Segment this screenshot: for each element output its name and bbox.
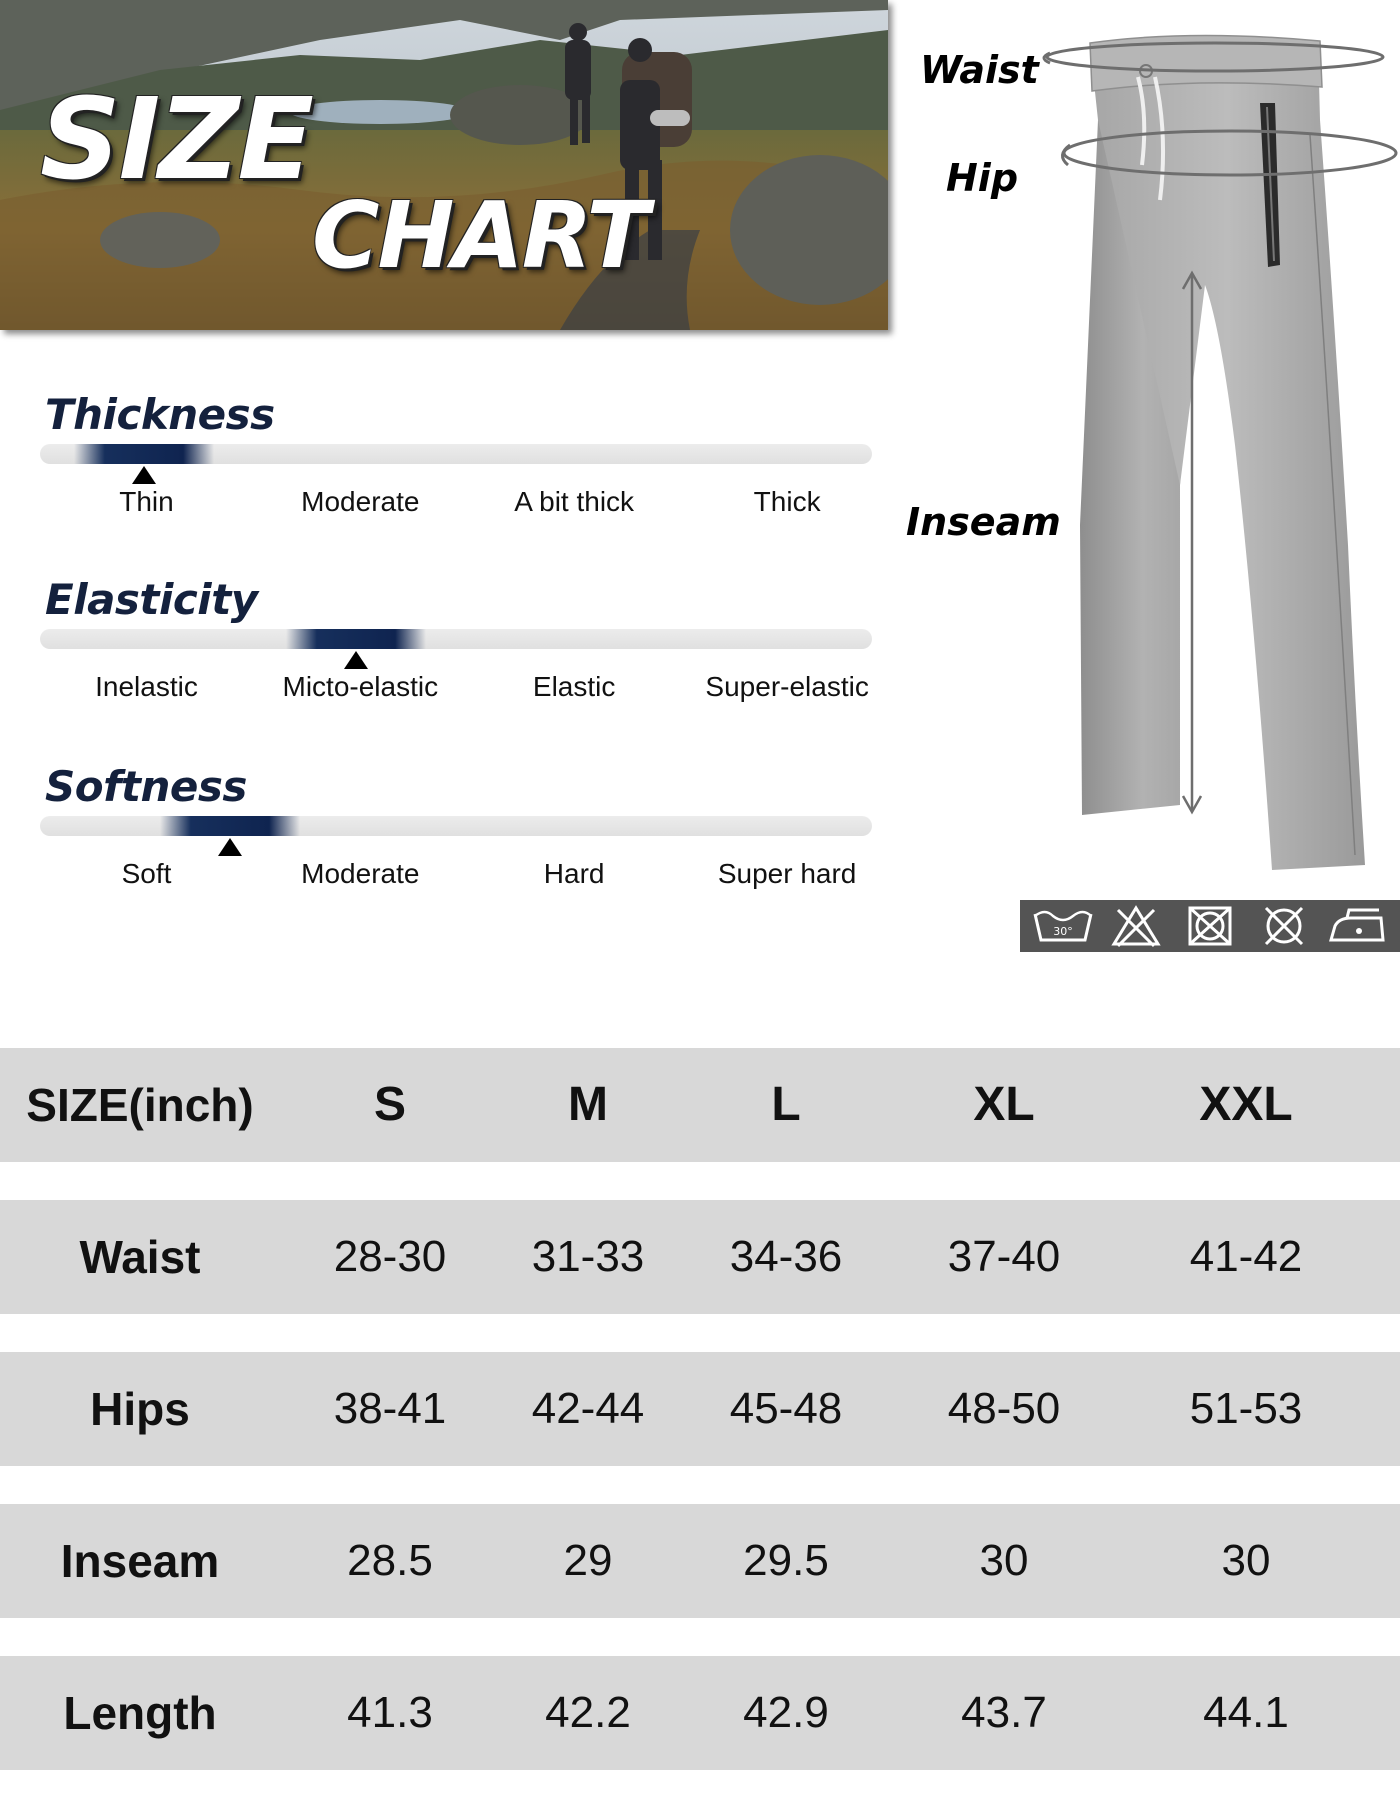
size-table-cell: 29	[563, 1536, 613, 1585]
size-table-cell: 45-48	[729, 1384, 843, 1433]
scale-track-thickness	[40, 444, 872, 464]
scale-level-label: A bit thick	[514, 486, 635, 517]
size-table-row-label: Waist	[79, 1231, 201, 1283]
size-table-header-label: SIZE(inch)	[26, 1079, 254, 1131]
scale-title-elasticity: Elasticity	[45, 575, 258, 624]
wash-30-icon	[1031, 904, 1095, 948]
scale-indicator-thickness	[74, 444, 214, 464]
size-table-cell: 42-44	[531, 1384, 645, 1433]
size-table-cell: 28-30	[333, 1232, 447, 1281]
scale-marker-icon	[218, 838, 242, 856]
size-table-row-hips	[0, 1352, 1400, 1466]
scale-indicator-softness	[160, 816, 300, 836]
scale-level-label: Moderate	[301, 486, 420, 517]
scale-level-label: Super-elastic	[705, 671, 869, 702]
scale-level-label: Thin	[119, 486, 174, 517]
scale-title-softness: Softness	[45, 762, 247, 811]
size-table-cell: 42.9	[743, 1688, 829, 1737]
size-table-cell: 41-42	[1189, 1232, 1303, 1281]
no-bleach-icon	[1104, 904, 1168, 948]
hip-label: Hip	[946, 156, 1019, 200]
size-table-cell: 44.1	[1203, 1688, 1289, 1737]
scale-level-label: Super hard	[717, 858, 857, 889]
size-column-header: S	[373, 1078, 406, 1131]
size-column-header: M	[568, 1078, 608, 1131]
size-table-cell: 34-36	[729, 1232, 843, 1281]
size-column-header: XL	[973, 1078, 1035, 1131]
scale-marker-icon	[132, 466, 156, 484]
size-column-header: L	[771, 1078, 801, 1131]
size-table-cell: 30	[1221, 1536, 1271, 1585]
banner-title-chart: CHART	[312, 182, 648, 289]
banner-title-size: SIZE	[40, 75, 313, 205]
scale-indicator-elasticity	[286, 629, 426, 649]
scale-level-label: Inelastic	[95, 671, 198, 702]
scale-level-label: Thick	[753, 486, 821, 517]
care-instructions-bar	[1020, 900, 1400, 952]
scale-track-softness	[40, 816, 872, 836]
size-table-cell: 30	[979, 1536, 1029, 1585]
inseam-label: Inseam	[906, 500, 1061, 544]
scale-level-label: Soft	[121, 858, 172, 889]
scale-level-label: Elastic	[532, 671, 616, 702]
size-table-cell: 43.7	[961, 1688, 1047, 1737]
size-table-header-row	[0, 1048, 1400, 1162]
size-column-header: XXL	[1199, 1078, 1293, 1131]
size-table-row-inseam	[0, 1504, 1400, 1618]
size-table-cell: 29.5	[743, 1536, 829, 1585]
size-table-cell: 31-33	[531, 1232, 645, 1281]
scale-marker-icon	[344, 651, 368, 669]
size-table-cell: 38-41	[333, 1384, 447, 1433]
no-tumble-dry-icon	[1178, 904, 1242, 948]
svg-text:30°: 30°	[1053, 925, 1073, 938]
size-table-row-label: Hips	[90, 1383, 190, 1435]
scale-level-label: Moderate	[301, 858, 420, 889]
scale-title-thickness: Thickness	[45, 390, 275, 439]
size-table-cell: 41.3	[347, 1688, 433, 1737]
size-table-cell: 48-50	[947, 1384, 1061, 1433]
size-table-row-length	[0, 1656, 1400, 1770]
size-table-cell: 42.2	[545, 1688, 631, 1737]
iron-low-icon	[1325, 904, 1389, 948]
waist-label: Waist	[920, 48, 1039, 92]
pants-diagram	[1030, 25, 1400, 885]
size-table-cell: 51-53	[1189, 1384, 1303, 1433]
size-table-row-label: Inseam	[60, 1535, 220, 1587]
size-table-row-waist	[0, 1200, 1400, 1314]
size-table-cell: 37-40	[947, 1232, 1061, 1281]
size-table-row-label: Length	[63, 1687, 217, 1739]
scale-level-label: Hard	[543, 858, 605, 889]
scale-track-elasticity	[40, 629, 872, 649]
hero-banner	[0, 0, 888, 330]
size-table-cell: 28.5	[347, 1536, 433, 1585]
no-dry-clean-icon	[1252, 904, 1316, 948]
scale-level-label: Micto-elastic	[282, 671, 439, 702]
